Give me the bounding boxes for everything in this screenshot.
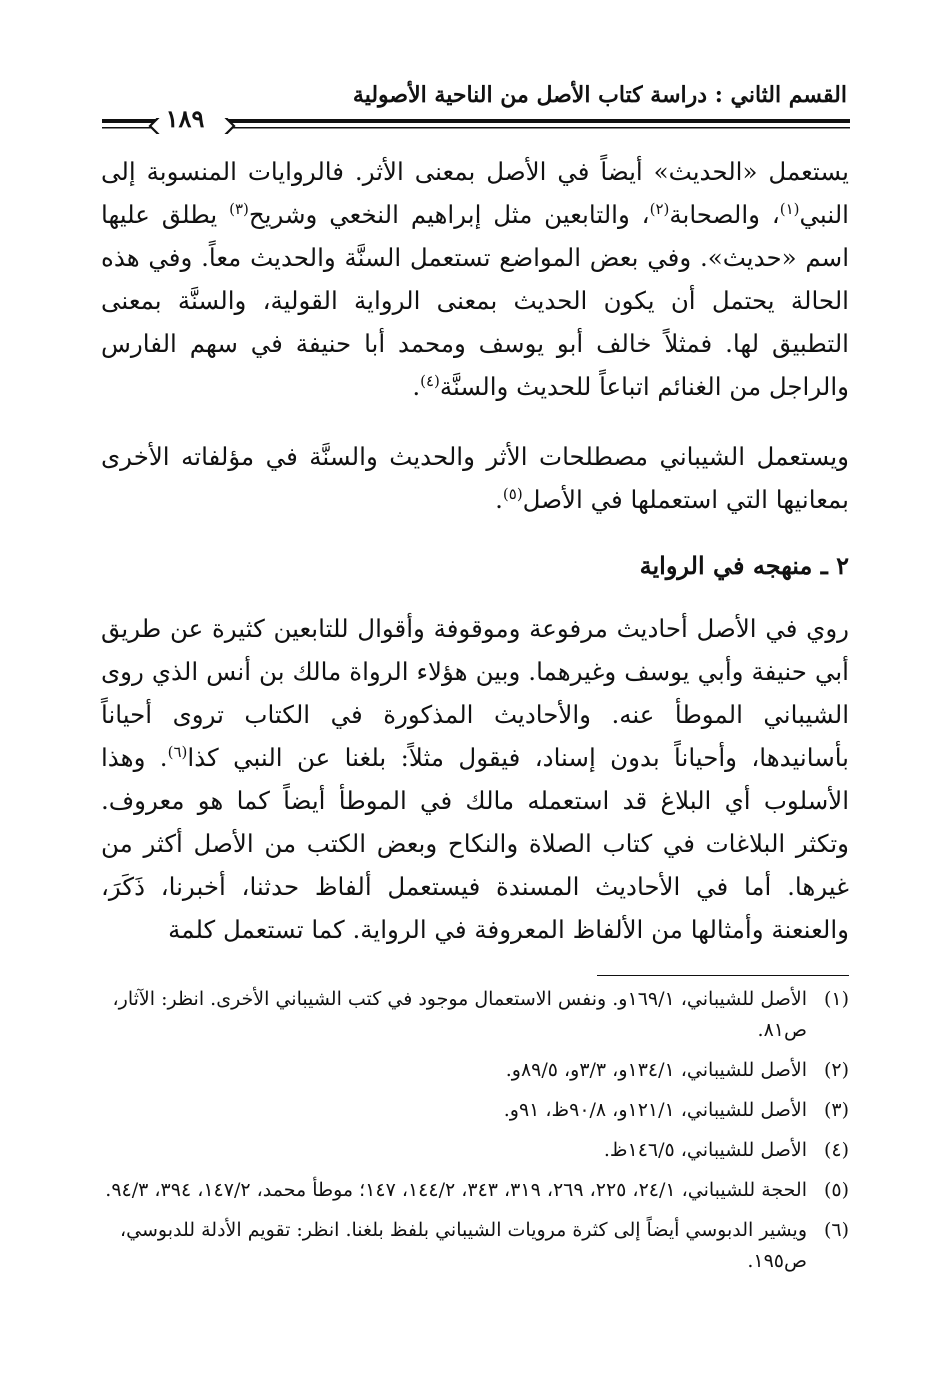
footnote-item <box>101 1215 849 1277</box>
footnote-item <box>101 1095 849 1126</box>
text-run: ، والتابعين مثل إبراهيم النخعي وشريح <box>248 200 650 229</box>
footnote-text: الأصل للشيباني، ١٤٦/٥ظ. <box>603 1139 807 1161</box>
footnote-number: (٢) <box>823 1059 849 1081</box>
footnote-ref: (٤) <box>420 371 440 390</box>
footnote-ref: (٣) <box>229 199 249 218</box>
footnote-text: الأصل للشيباني، ١٦٩/١و. ونفس الاستعمال موجود في كتب الشيباني الأخرى. انظر: الآثار، ص٨١. <box>112 988 807 1041</box>
text-run: روي في الأصل أحاديث مرفوعة وموقوفة وأقوال للتابعين كثيرة عن طريق أبي حنيفة وأبي يوسف وغيرهما. وبين هؤلاء الرواة مالك بن أنس الذي روى الشيباني الموطأ عنه. والأحاديث المذكورة في الكتاب تروى أحياناً بأسانيدها، وأحياناً بدون إسناد، فيقول مثلاً: بلغنا عن النبي كذا <box>101 614 850 772</box>
footnote-item <box>101 984 849 1046</box>
footnote-ref: (٦) <box>167 742 188 761</box>
footnote-text: ويشير الدبوسي أيضاً إلى كثرة مرويات الشيباني بلفظ بلغنا. انظر: تقويم الأدلة للدبوسي، ص١٩٥. <box>120 1219 807 1272</box>
paragraph <box>101 435 849 521</box>
text-run: ويستعمل الشيباني مصطلحات الأثر والحديث والسنَّة في مؤلفاته الأخرى بمعانيها التي استعملها في الأصل <box>101 442 849 514</box>
footnote-number: (٤) <box>823 1139 849 1161</box>
footnote-text: الحجة للشيباني، ٢٤/١، ٢٢٥، ٢٦٩، ٣١٩، ٣٤٣، ١٤٤/٢، ١٤٧؛ موطأ محمد، ١٤٧/٢، ٣٩٤، ٩٤/٣. <box>105 1179 807 1201</box>
text-run: ، والصحابة <box>669 200 780 229</box>
footnote-number: (٦) <box>823 1219 849 1241</box>
section-heading: ٢ ـ منهجه في الرواية <box>639 551 849 580</box>
footnote-separator <box>597 975 849 976</box>
footnote-number: (٥) <box>823 1179 849 1201</box>
paragraph <box>101 150 849 408</box>
page-number: ١٨٩ <box>165 104 205 133</box>
main-text <box>101 150 849 951</box>
footnote-item <box>101 1175 849 1206</box>
footnote-text: الأصل للشيباني، ١٢١/١و، ٩٠/٨ظ، ٩١و. <box>503 1099 807 1121</box>
footnote-ref: (٥) <box>502 484 523 503</box>
text-run: . وهذا الأسلوب أي البلاغ قد استعمله مالك في الموطأ أيضاً كما هو معروف. وتكثر البلاغات في كتاب الصلاة والنكاح وبعض الكتب من الأصل أكثر من غيرها. أما في الأحاديث المسندة فيستعمل ألفاظ حدثنا، أخبرنا، ذَكَرَ، والعنعنة وأمثالها من الألفاظ المعروفة في الرواية. كما تستعمل كلمة <box>101 743 849 944</box>
footnote-item <box>101 1055 849 1086</box>
text-run: . <box>495 485 503 514</box>
paragraph <box>101 607 849 951</box>
footnote-item <box>101 1135 849 1166</box>
text-run: يستعمل «الحديث» أيضاً في الأصل بمعنى الأثر. فالروايات المنسوبة إلى النبي <box>101 157 849 229</box>
footnotes <box>101 984 849 1286</box>
text-run: يطلق عليها اسم «حديث». وفي بعض المواضع تستعمل السنَّة والحديث معاً. وفي هذه الحالة يحتمل أن يكون الحديث بمعنى الرواية القولية، والسنَّة بمعنى التطبيق لها. فمثلاً خالف أبو يوسف ومحمد أبا حنيفة في سهم الفارس والراجل من الغنائم اتباعاً للحديث والسنَّة <box>101 200 849 401</box>
footnote-number: (١) <box>823 988 849 1010</box>
text-run: . <box>412 372 421 401</box>
running-head: القسم الثاني : دراسة كتاب الأصل من الناحية الأصولية <box>352 82 847 108</box>
footnote-ref: (٢) <box>649 199 670 218</box>
footnote-text: الأصل للشيباني، ١٣٤/١و، ٣/٣و، ٨٩/٥و. <box>505 1059 807 1081</box>
footnote-ref: (١) <box>779 199 800 218</box>
footnote-number: (٣) <box>823 1099 849 1121</box>
